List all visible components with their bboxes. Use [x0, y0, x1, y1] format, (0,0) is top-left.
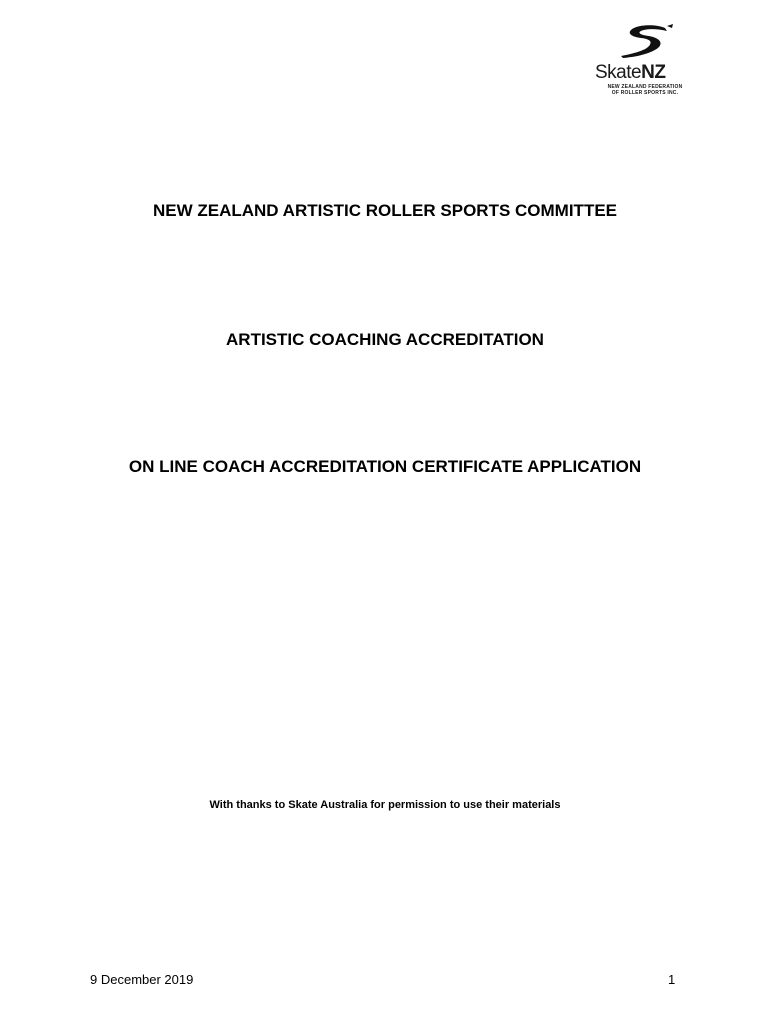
logo-wordmark-suffix: NZ [641, 62, 666, 83]
skate-s-logo-icon [615, 22, 675, 62]
committee-heading: NEW ZEALAND ARTISTIC ROLLER SPORTS COMMITTEE [152, 201, 618, 220]
application-heading: ON LINE COACH ACCREDITATION CERTIFICATE APPLICATION [128, 457, 642, 476]
logo-subtitle-line1: NEW ZEALAND FEDERATION [607, 84, 683, 90]
logo-wordmark [595, 62, 665, 84]
accreditation-heading: ARTISTIC COACHING ACCREDITATION [226, 330, 544, 349]
logo-subtitle [600, 84, 690, 96]
acknowledgement-text: With thanks to Skate Australia for permission to use their materials [209, 799, 561, 811]
footer-date: 9 December 2019 [90, 972, 194, 987]
logo-wordmark-prefix: Skate [595, 62, 642, 83]
page-number: 1 [668, 972, 676, 987]
logo-subtitle-line2: OF ROLLER SPORTS INC. [611, 90, 679, 96]
skate-nz-logo [590, 22, 690, 114]
